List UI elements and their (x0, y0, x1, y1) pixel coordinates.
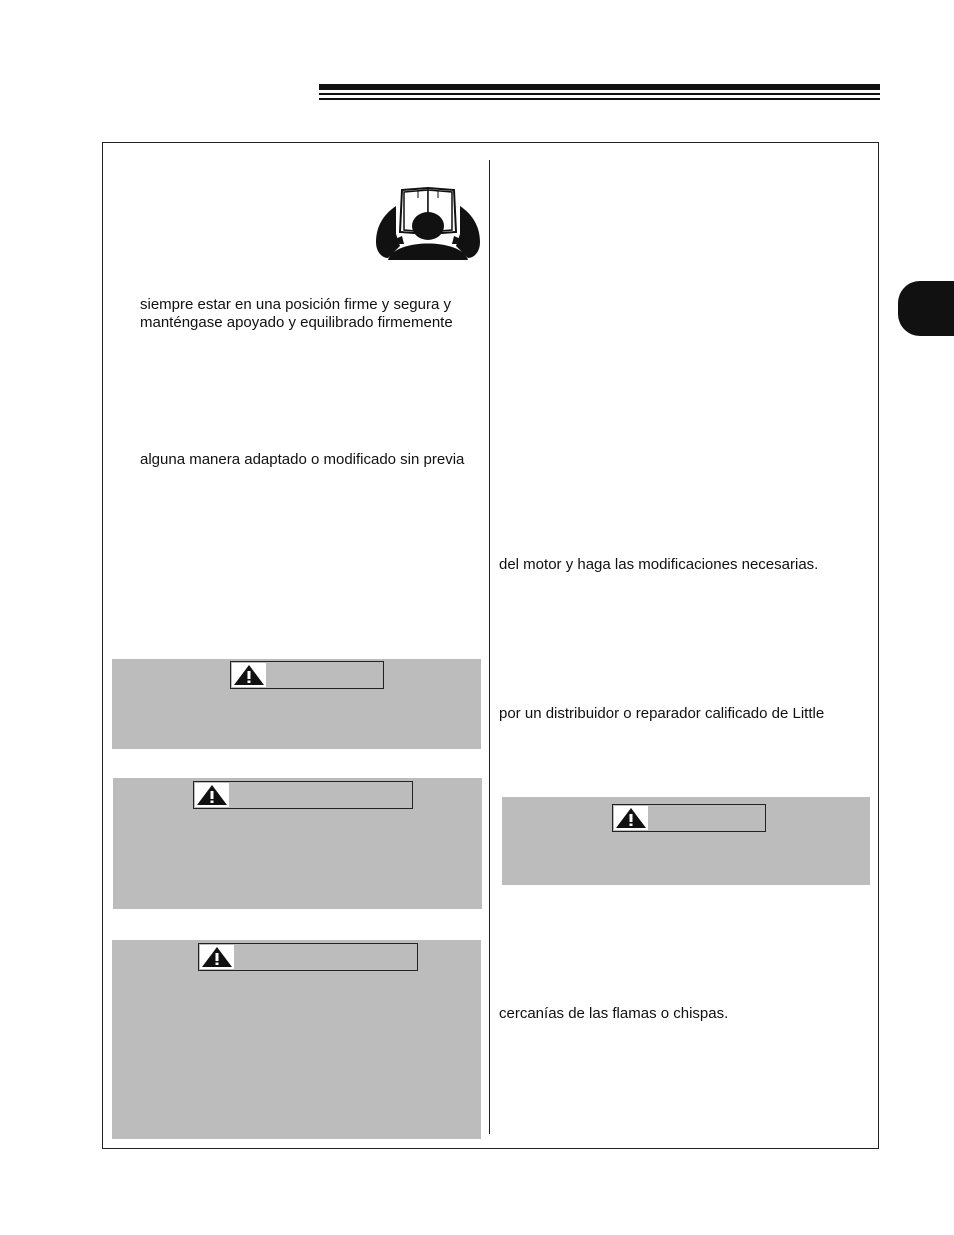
warning-label-4 (612, 804, 766, 832)
warning-triangle-icon (195, 783, 229, 807)
warning-label-3 (198, 943, 418, 971)
warning-triangle-icon (614, 806, 648, 830)
left-text-line-3: alguna manera adaptado o modificado sin previa (140, 451, 465, 468)
column-divider (489, 160, 490, 1134)
header-rule-thick (319, 84, 880, 90)
warning-box-1 (112, 659, 481, 749)
left-text-line-2: manténgase apoyado y equilibrado firmemente (140, 314, 453, 331)
section-tab (898, 281, 954, 336)
right-text-line-1: del motor y haga las modificaciones necesarias. (499, 556, 819, 573)
header-rule-thin-2 (319, 98, 880, 100)
warning-triangle-icon (232, 663, 266, 687)
warning-triangle-icon (200, 945, 234, 969)
header-rule-thin-1 (319, 93, 880, 95)
left-text-line-1: siempre estar en una posición firme y segura y (140, 296, 451, 313)
warning-label-1 (230, 661, 384, 689)
warning-box-3 (112, 940, 481, 1139)
right-text-line-2: por un distribuidor o reparador calificado de Little (499, 705, 825, 722)
person-reading-manual-icon (374, 186, 482, 262)
warning-label-2 (193, 781, 413, 809)
right-text-line-3: cercanías de las flamas o chispas. (499, 1005, 729, 1022)
warning-box-2 (113, 778, 482, 909)
warning-box-4 (502, 797, 870, 885)
